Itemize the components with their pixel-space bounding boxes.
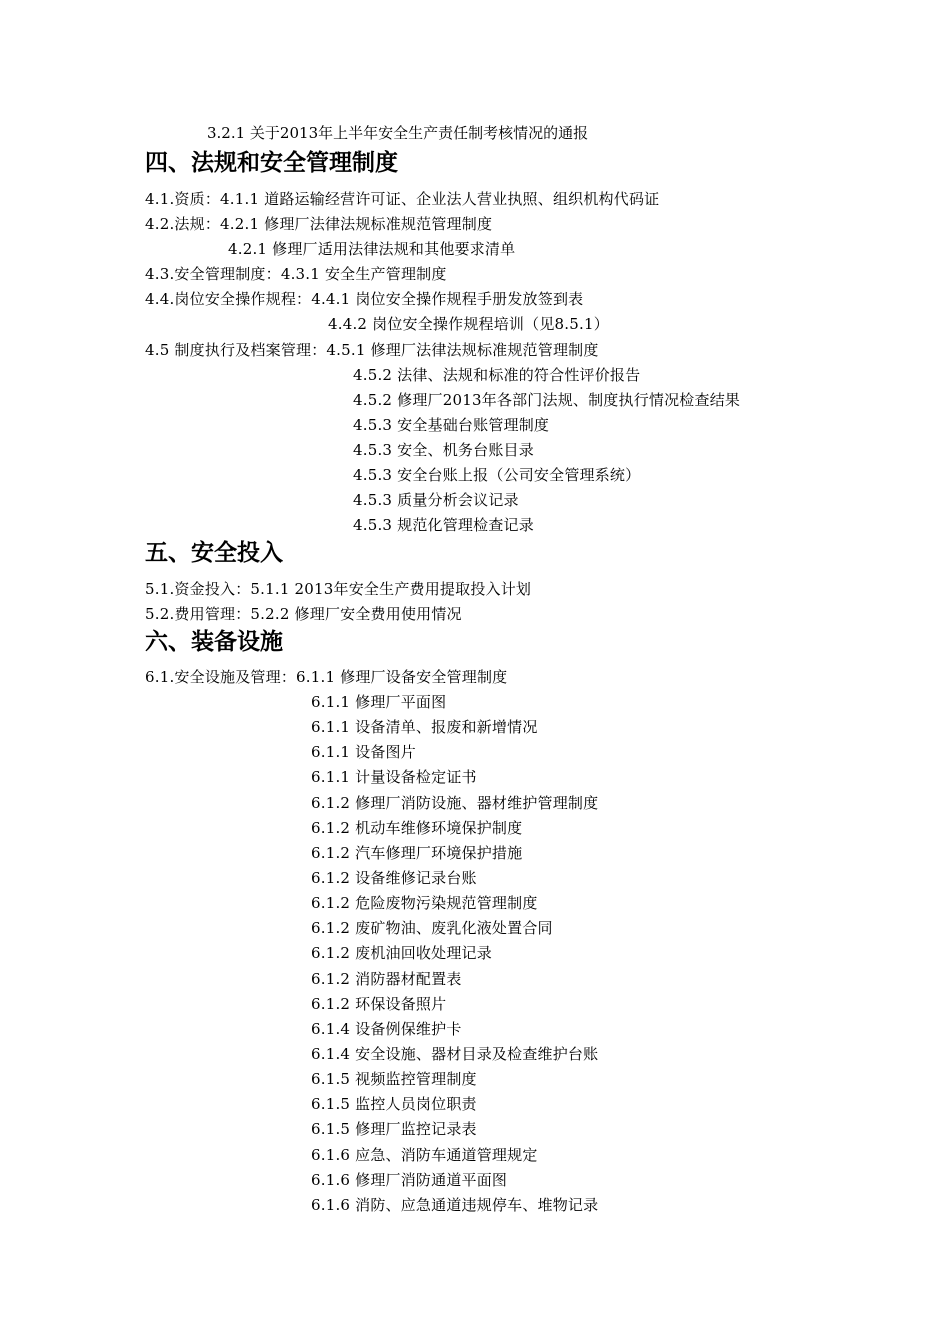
list-item: 6.1.4 安全设施、器材目录及检查维护台账: [311, 1045, 599, 1063]
list-item: 5.2.费用管理：5.2.2 修理厂安全费用使用情况: [145, 605, 462, 623]
section-6-heading: 六、装备设施: [145, 628, 283, 655]
list-item: 6.1.5 视频监控管理制度: [311, 1070, 477, 1088]
list-item: 6.1.2 环保设备照片: [311, 995, 447, 1013]
list-item: 6.1.2 废机油回收处理记录: [311, 944, 492, 962]
list-item: 4.5.3 规范化管理检查记录: [353, 516, 534, 534]
list-item: 6.1.1 修理厂平面图: [311, 693, 447, 711]
list-item: 4.4.2 岗位安全操作规程培训（见8.5.1）: [328, 315, 609, 333]
intro-line: 3.2.1 关于2013年上半年安全生产责任制考核情况的通报: [207, 124, 589, 142]
list-item: 4.5.2 修理厂2013年各部门法规、制度执行情况检查结果: [353, 391, 741, 409]
list-item: 6.1.4 设备例保维护卡: [311, 1020, 462, 1038]
list-item: 6.1.6 修理厂消防通道平面图: [311, 1171, 508, 1189]
list-item: 6.1.5 监控人员岗位职责: [311, 1095, 477, 1113]
section-4-heading: 四、法规和安全管理制度: [145, 149, 398, 176]
list-item: 4.5 制度执行及档案管理：4.5.1 修理厂法律法规标准规范管理制度: [145, 341, 599, 359]
list-item: 4.4.岗位安全操作规程：4.4.1 岗位安全操作规程手册发放签到表: [145, 290, 584, 308]
list-item: 6.1.2 消防器材配置表: [311, 970, 462, 988]
list-item: 6.1.2 汽车修理厂环境保护措施: [311, 844, 523, 862]
list-item: 6.1.2 机动车维修环境保护制度: [311, 819, 523, 837]
list-item: 6.1.5 修理厂监控记录表: [311, 1120, 477, 1138]
list-item: 6.1.2 危险废物污染规范管理制度: [311, 894, 538, 912]
list-item: 4.5.3 安全台账上报（公司安全管理系统）: [353, 466, 641, 484]
list-item: 4.5.3 质量分析会议记录: [353, 491, 519, 509]
list-item: 6.1.2 设备维修记录台账: [311, 869, 477, 887]
list-item: 4.2.1 修理厂适用法律法规和其他要求清单: [228, 240, 516, 258]
section-5-heading: 五、安全投入: [145, 539, 283, 566]
list-item: 4.1.资质：4.1.1 道路运输经营许可证、企业法人营业执照、组织机构代码证: [145, 190, 660, 208]
list-item: 4.5.3 安全、机务台账目录: [353, 441, 534, 459]
list-item: 4.5.2 法律、法规和标准的符合性评价报告: [353, 366, 641, 384]
list-item: 6.1.6 消防、应急通道违规停车、堆物记录: [311, 1196, 599, 1214]
list-item: 4.5.3 安全基础台账管理制度: [353, 416, 550, 434]
list-item: 6.1.2 修理厂消防设施、器材维护管理制度: [311, 794, 599, 812]
list-item: 4.3.安全管理制度：4.3.1 安全生产管理制度: [145, 265, 447, 283]
list-item: 6.1.安全设施及管理：6.1.1 修理厂设备安全管理制度: [145, 668, 508, 686]
list-item: 6.1.1 设备图片: [311, 743, 416, 761]
list-item: 6.1.2 废矿物油、废乳化液处置合同: [311, 919, 553, 937]
list-item: 4.2.法规：4.2.1 修理厂法律法规标准规范管理制度: [145, 215, 493, 233]
list-item: 5.1.资金投入：5.1.1 2013年安全生产费用提取投入计划: [145, 580, 532, 598]
list-item: 6.1.1 计量设备检定证书: [311, 768, 477, 786]
list-item: 6.1.1 设备清单、报废和新增情况: [311, 718, 538, 736]
list-item: 6.1.6 应急、消防车通道管理规定: [311, 1146, 538, 1164]
